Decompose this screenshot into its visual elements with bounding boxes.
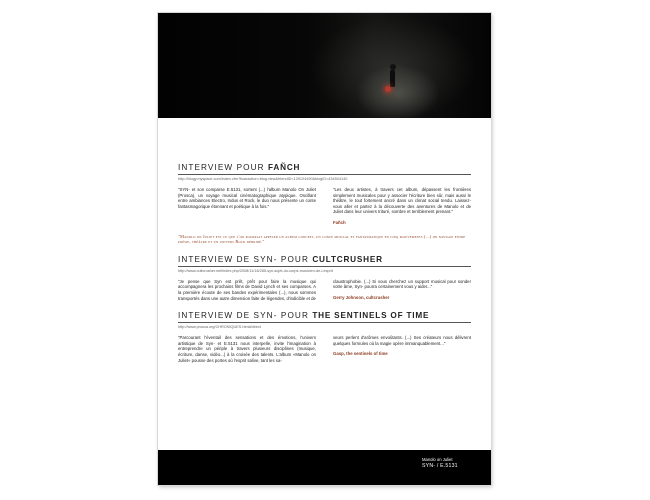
- source-url[interactable]: http://blogy.myspace.com/index.cfm?fuseaction=blog.view&friendID=129104490&blogID=434504140: [178, 177, 348, 181]
- footer-credits: [422, 450, 482, 469]
- section-title: INTERVIEW POUR FAÑCH: [178, 163, 471, 175]
- text-column-right: "Les deux artistes, à travers cet album, dépassent les frontières simplement musicales pour y associer l'écriture bien sûr, mais aussi le théâtre, le tout fortement ancré dans un climat social tendu. Laissez-vous aller et partez à la découverte des aventures de Manolo et de Juliet dans leur univers trituré, sombre et terriblement prenant." Fañch: [333, 187, 471, 225]
- red-lantern: [385, 86, 391, 92]
- figure-silhouette: [390, 70, 395, 87]
- text-column-left: "SYN- et son comparse E.5131, sortent (...) l'album Manolo On Juliet (Prosca), un voyage musical cinématographique atypique. Oscillant entre ambiances Electro, Indus et Rock, le duo nous présente un conte fantasmagorique étonnant et poétique à la fois.": [178, 187, 316, 209]
- signature: Fañch: [333, 219, 346, 225]
- header-photo: [158, 13, 491, 118]
- text-column-left: "Je pense que Syn est prêt, prêt pour faire la musique qui accompagnera les prochains films de David Lynch et ses comparses. A la première écoute de ses bandes expérimentales (...), nous sommes transportés dans une autre dimension faite de légendes, d'indicible et de: [178, 278, 316, 301]
- text-column-right: veurs perlent d'arômes envoûtants. (...) Ses créateurs nous délivrent quelques formules où la magie opère immanquablement..." Gasp, the sentinels of time: [333, 335, 471, 357]
- artist-names: SYN- / E.5131: [422, 463, 458, 469]
- album-title: Manolo on Juliet: [422, 457, 453, 462]
- text-column-left: "Parcourant l'éventail des sensations et des émotions, l'univers artistique de Syn- et E.5131 nous interpelle, invite l'imagination à entreprendre un périple à travers plusieurs disciplines (musique, écriture, danse, vidéo...) à la croisée des talents. L'album «Manolo on Juliet» pousse des portes où l'esprit salive, tant les sa-: [178, 335, 316, 363]
- interview-section-sentinels: [178, 311, 471, 363]
- text-column-right: claustrophobie. (...) Si vous cherchez un support musical pour sonder votre âme, Syn- pourra certainement vous y aider..." Gerry Johnson, cultcrusher: [333, 278, 471, 300]
- signature: Gasp, the sentinels of time: [333, 351, 388, 357]
- interviews-content: [178, 163, 471, 373]
- section-title: INTERVIEW DE SYN- POUR CULTCRUSHER: [178, 255, 471, 267]
- signature: Gerry Johnson, cultcrusher: [333, 294, 390, 300]
- section-title: INTERVIEW DE SYN- POUR THE SENTINELS OF TIME: [178, 311, 471, 323]
- source-url[interactable]: http://www.cultcrusher.net/index.php/2008/11/16/285-syn-sujet-du-corps-musicien-de-l-esprit: [178, 268, 333, 273]
- source-url[interactable]: http://www.prosca.org/CHRONIQUES.html#direct: [178, 325, 261, 330]
- interview-section-cultcrusher: [178, 255, 471, 301]
- interview-section-fanch: [178, 163, 471, 245]
- press-kit-page: [158, 13, 491, 485]
- pull-quote: "Manolo on Juliet est ce que l'on pourrait appeler un album concept, un conte musical et fantasmatique en cinq mouvements (...) on navigue entre poésie, théâtre et un univers Rock débridé.": [178, 233, 466, 245]
